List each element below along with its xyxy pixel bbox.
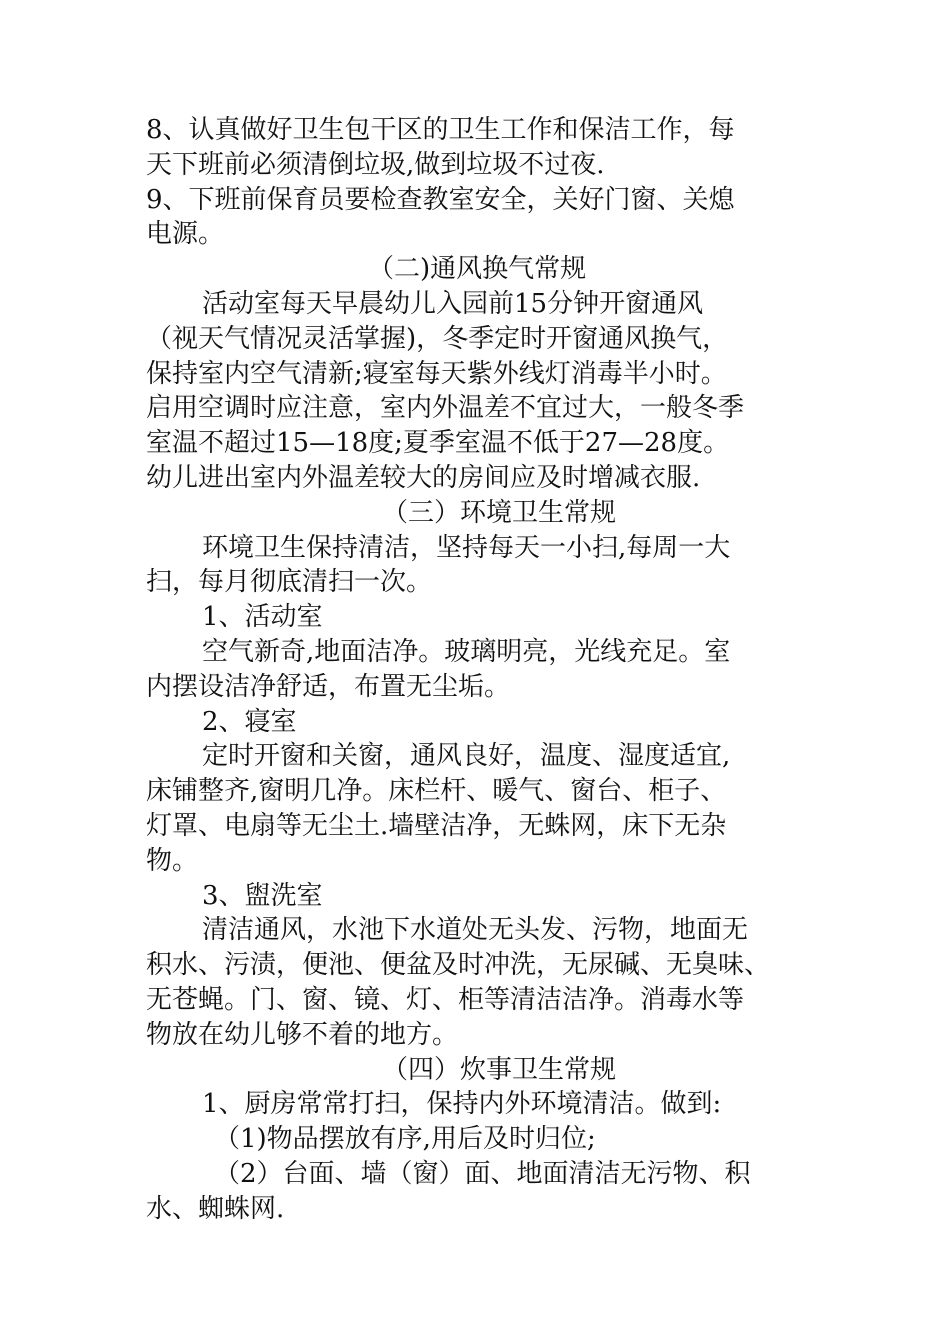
section-heading-kitchen: （四）炊事卫生常规 [382,1054,617,1085]
paragraph-line: 定时开窗和关窗，通风良好，温度、湿度适宜, [202,741,731,772]
list-item-1: （1)物品摆放有序,用后及时归位; [214,1124,596,1155]
paragraph-line: （视天气情况灵活掌握)，冬季定时开窗通风换气， [146,323,729,354]
paragraph-line: 启用空调时应注意，室内外温差不宜过大，一般冬季 [146,393,745,424]
paragraph-line: 水、蜘蛛网. [146,1193,285,1224]
paragraph-line: 无苍蝇。门、窗、镜、灯、柜等清洁洁净。消毒水等 [146,984,745,1015]
section-heading-ventilation: （二)通风换气常规 [368,254,587,285]
paragraph-line: 幼儿进出室内外温差较大的房间应及时增减衣服. [146,462,701,493]
paragraph-line: 环境卫生保持清洁，坚持每天一小扫,每周一大 [202,532,731,563]
list-item-8: 8、认真做好卫生包干区的卫生工作和保洁工作，每 [146,115,735,145]
paragraph-line: 扫，每月彻底清扫一次。 [146,567,433,598]
paragraph-line: 活动室每天早晨幼儿入园前15分钟开窗通风 [202,288,704,319]
text-line: 电源。 [146,219,225,250]
document-body [146,113,814,1227]
paragraph-line: 物。 [146,845,199,876]
list-item-2: （2）台面、墙（窗）面、地面清洁无污物、积 [214,1158,751,1189]
subheading-activity-room: 1、活动室 [202,602,323,633]
text-line: 天下班前必须清倒垃圾,做到垃圾不过夜. [146,149,605,180]
subheading-bedroom: 2、寝室 [202,706,297,737]
paragraph-line: 室温不超过15—18度;夏季室温不低于27—28度。 [146,428,730,459]
paragraph-line: 床铺整齐,窗明几净。床栏杆、暖气、窗台、柜子、 [146,776,727,807]
paragraph-line: 保持室内空气清新;寝室每天紫外线灯消毒半小时。 [146,358,727,389]
paragraph-line: 1、厨房常常打扫，保持内外环境清洁。做到: [202,1089,722,1120]
paragraph-line: 灯罩、电扇等无尘土.墙壁洁净，无蛛网，床下无杂 [146,810,727,841]
paragraph-line: 积水、污渍，便池、便盆及时冲洗，无尿碱、无臭味、 [146,950,771,981]
paragraph-line: 清洁通风，水池下水道处无头发、污物，地面无 [202,915,749,946]
list-item-9: 9、下班前保育员要检查教室安全，关好门窗、关熄 [146,184,735,215]
paragraph-line: 空气新奇,地面洁净。玻璃明亮，光线充足。室 [202,636,731,667]
section-heading-environment: （三）环境卫生常规 [382,497,617,528]
subheading-washroom: 3、盥洗室 [202,880,323,911]
paragraph-line: 内摆设洁净舒适，布置无尘垢。 [146,671,511,702]
paragraph-line: 物放在幼儿够不着的地方。 [146,1019,459,1050]
